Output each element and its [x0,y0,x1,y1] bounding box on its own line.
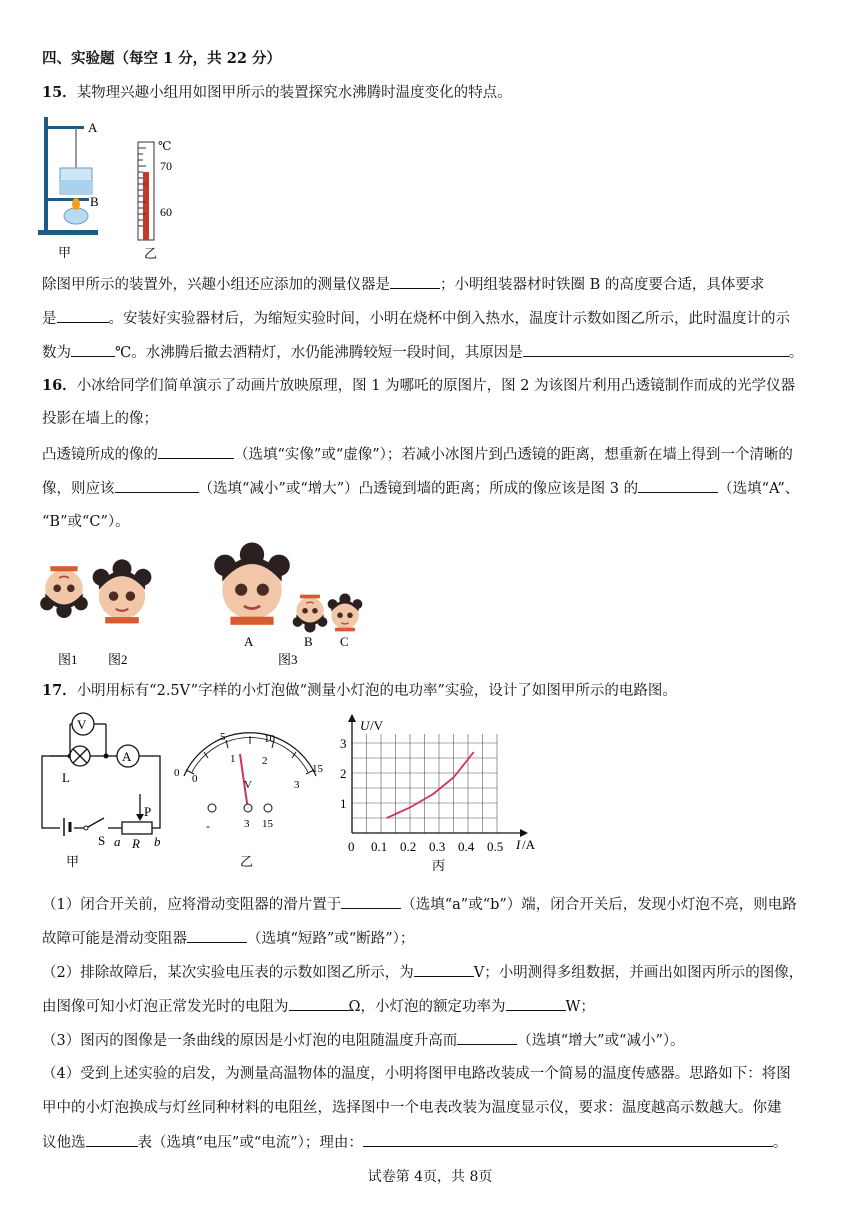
circuit-diagram [36,708,176,869]
q15-line1: 除图甲所示的装置外，兴趣小组还应添加的测量仪器是 ；小明组装器材时铁圈 B 的高度要合适，具体要求 [42,273,822,296]
blank-power[interactable] [506,995,566,1011]
y-tick-label: 3 [340,736,347,751]
terminal-3: 3 [244,818,250,830]
caption-jia-circuit: 甲 [66,854,80,869]
caption-yi-meter: 乙 [240,854,254,869]
blank-instrument[interactable] [390,273,440,289]
caption-jia: 甲 [58,245,72,260]
rheostat-end-a: a [114,834,121,849]
terminal-minus: - [206,819,210,833]
caption-bing: 丙 [432,858,446,873]
caption-fig1: 图1 [58,652,78,667]
blank-slider-end[interactable] [341,893,401,909]
fig3-option-b [293,595,328,633]
switch-label: S [98,833,106,848]
fig3-option-c [328,594,363,632]
q17-part3: （3）图丙的图像是一条曲线的原因是小灯泡的电阻随温度升高而 （选填“增大”或“减小”）。 [42,1029,822,1052]
ammeter-label: A [122,749,132,764]
label-b: B [90,194,99,209]
q17-part1a: （1）闭合开关前，应将滑动变阻器的滑片置于 （选填“a”或“b”）端，闭合开关后，发现小灯泡不亮，则电路 [42,893,822,916]
q15-stem [42,82,822,104]
dial-scale-2: 2 [262,755,268,767]
caption-yi: 乙 [144,246,158,261]
nezha-figures [42,542,372,672]
q16-line4: 像，则应该 （选填“减小”或“增大”）凸透镜到墙的距离；所成的像应该是图 3 的 （选填“A”、 [42,477,822,500]
x-tick-label: 0 [348,839,355,854]
x-tick-label: 0.3 [429,839,446,854]
blank-distance[interactable] [115,477,199,493]
fig2-image [93,559,152,623]
tick-60: 60 [160,205,172,219]
fig3-option-a [214,542,290,624]
blank-resistance-trend[interactable] [457,1029,517,1045]
lamp-label: L [62,770,70,785]
section-title: 四、实验题（每空 1 分，共 22 分） [42,50,281,67]
page-footer: 试卷第 4页，共 8页 [367,1169,493,1185]
x-tick-label: 0.4 [458,839,475,854]
blank-requirement[interactable] [57,307,109,323]
tick-70: 70 [160,159,172,173]
blank-temperature[interactable] [71,341,115,357]
dial-scale-0: 0 [192,773,198,785]
q16-number: 16． [42,377,77,394]
graph-xlabel-unit: /A [522,837,535,852]
ui-curve [387,752,474,818]
q15-line3: 数为 ℃。水沸腾后撤去酒精灯，水仍能沸腾较短一段时间，其原因是 。 [42,341,822,364]
y-tick-label: 2 [340,766,347,781]
x-tick-label: 0.2 [400,839,417,854]
q17-part4b: 甲中的小灯泡换成与灯丝同种材料的电阻丝，选择图中一个电表改装为温度显示仪，要求：温度越高示数越大。你建 [42,1100,782,1116]
q15-stem-text: 某物理兴趣小组用如图甲所示的装置探究水沸腾时温度变化的特点。 [76,85,512,101]
dial-tick-15: 15 [312,763,323,775]
label-option-a: A [244,634,254,649]
blank-option[interactable] [638,477,718,493]
rheostat-label: R [132,836,140,851]
label-a: A [88,120,98,135]
graph-xlabel-i: I [516,837,521,852]
rheostat-end-b: b [154,834,161,849]
q17-part2a: （2）排除故障后，某次实验电压表的示数如图乙所示，为 V；小明测得多组数据，并画出如图丙所示的图像， [42,961,822,984]
label-option-b: B [304,634,313,649]
q16-line5: “B”或“C”）。 [42,514,130,530]
q15-line2: 是 。安装好实验器材后，为缩短实验时间，小明在烧杯中倒入热水，温度计示数如图乙所示，此时温度计的示 [42,307,822,330]
q17-part2b: 由图像可知小灯泡正常发光时的电阻为 Ω，小灯泡的额定功率为 W； [42,995,822,1018]
q15-number: 15． [42,84,77,101]
blank-image-type[interactable] [158,443,234,459]
ui-graph [330,710,550,880]
blank-fault[interactable] [187,927,247,943]
caption-fig2: 图2 [108,652,128,667]
dial-tick-5: 5 [220,731,226,743]
q16-line2: 投影在墙上的像； [42,411,158,427]
blank-voltage[interactable] [414,961,474,977]
y-tick-label: 1 [340,796,347,811]
dial-tick-10: 10 [264,733,275,745]
q16-line1: 16．小冰给同学们简单演示了动画片放映原理，图 1 为哪吒的原图片，图 2 为该图片利用凸透镜制作而成的光学仪器 [42,377,796,394]
label-option-c: C [340,634,349,649]
q17-part4c: 议他选 表（选填“电压”或“电流”）；理由： 。 [42,1131,822,1154]
x-tick-label: 0.1 [371,839,388,854]
graph-ylabel-u: U [360,718,370,733]
thermometer-figure [130,136,190,264]
graph-ylabel-unit: /V [370,718,383,733]
q17-stem: 17．小明用标有“2.5V”字样的小灯泡做“测量小灯泡的电功率”实验，设计了如图甲所示的电路图。 [42,682,677,699]
blank-meter-choice[interactable] [86,1131,138,1147]
voltmeter-dial [170,726,330,869]
fig1-image [40,566,88,618]
q17-number: 17． [42,682,77,699]
caption-fig3: 图3 [278,652,298,667]
dial-scale-1: 1 [230,753,236,765]
q17-part4a: （4）受到上述实验的启发，为测量高温物体的温度，小明将图甲电路改装成一个简易的温度传感器。思路如下：将图 [42,1066,791,1082]
x-tick-label: 0.5 [487,839,504,854]
blank-reason[interactable] [523,341,789,357]
dial-unit: V [244,779,252,791]
terminal-15: 15 [262,818,273,830]
blank-meter-reason[interactable] [363,1131,773,1147]
dial-tick-0: 0 [174,767,180,779]
temp-unit: ℃ [158,139,172,153]
blank-resistance[interactable] [289,995,349,1011]
slider-label: P [144,804,152,819]
voltmeter-label: V [77,717,87,732]
q16-line3: 凸透镜所成的像的 （选填“实像”或“虚像”）；若减小冰图片到凸透镜的距离，想重新在墙上得到一个清晰的 [42,443,822,466]
iron-stand-figure [36,112,106,262]
dial-scale-3: 3 [294,779,300,791]
q17-part1b: 故障可能是滑动变阻器 （选填“短路”或“断路”）； [42,927,822,950]
